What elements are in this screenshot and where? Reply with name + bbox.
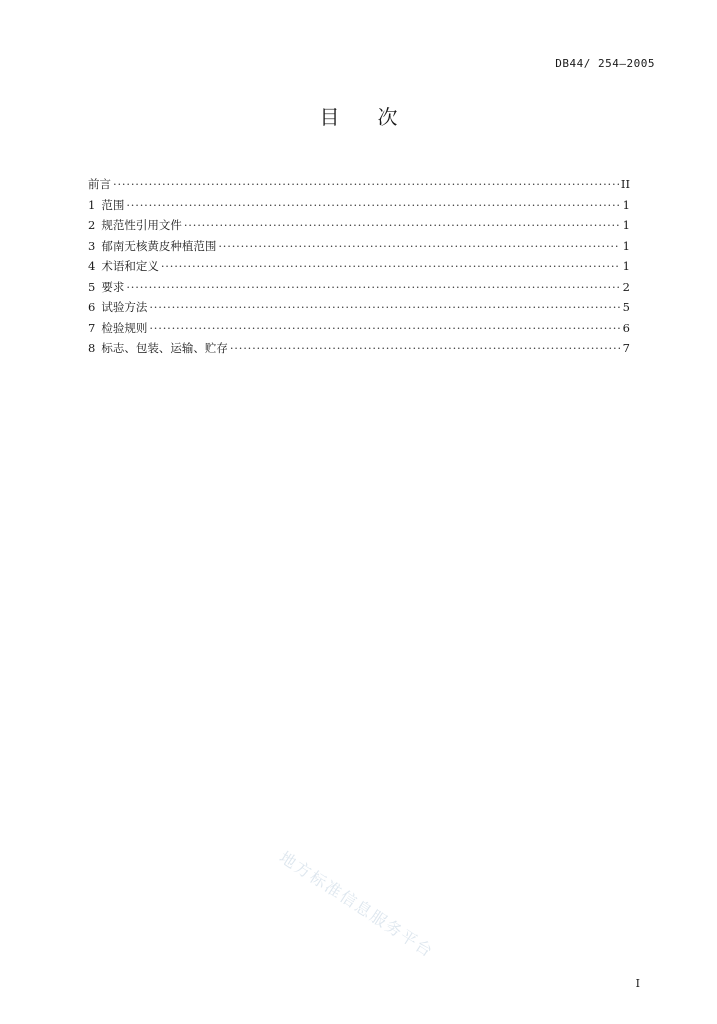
toc-entry-terms-definitions[interactable] [88, 256, 630, 277]
toc-dot-leader [230, 338, 620, 359]
toc-entry-page: 7 [622, 341, 630, 355]
toc-entry-page: 1 [622, 259, 630, 273]
toc-entry-page: 6 [622, 320, 630, 335]
toc-dot-leader [161, 256, 620, 277]
toc-entry-page: 1 [622, 218, 630, 232]
toc-dot-leader [218, 236, 620, 257]
standard-number: DB44/ 254—2005 [555, 57, 655, 70]
toc-entry-title: 检验规则 [101, 320, 148, 335]
toc-dot-leader [126, 277, 620, 298]
toc-entry-title: 前言 [88, 177, 111, 191]
toc-dot-leader [184, 215, 620, 236]
toc-entry-number: 6 [88, 300, 96, 314]
toc-dot-leader [113, 174, 619, 195]
toc-entry-title: 术语和定义 [101, 259, 159, 273]
toc-entry-test-methods[interactable] [88, 297, 630, 318]
toc-dot-leader [149, 318, 620, 339]
toc-entry-number: 2 [88, 218, 96, 232]
toc-entry-number: 7 [88, 320, 96, 335]
toc-dot-leader [126, 195, 620, 216]
toc-entry-page: II [620, 177, 630, 191]
toc-entry-title: 郁南无核黄皮种植范围 [101, 238, 217, 253]
toc-dot-leader [149, 297, 620, 318]
page-number: I [635, 977, 640, 990]
toc-entry-page: 1 [622, 197, 630, 212]
toc-entry-number: 3 [88, 238, 96, 253]
toc-entry-number: 1 [88, 197, 96, 212]
toc-entry-normative-references[interactable] [88, 215, 630, 236]
toc-entry-marking-packaging[interactable] [88, 338, 630, 359]
toc-entry-planting-area[interactable] [88, 236, 630, 257]
toc-entry-title: 规范性引用文件 [101, 218, 182, 232]
toc-entry-number: 5 [88, 279, 96, 294]
toc-entry-page: 2 [622, 279, 630, 294]
title-char-1: 目 [319, 105, 340, 129]
toc-entry-page: 5 [622, 300, 630, 314]
toc-entry-title: 试验方法 [101, 300, 148, 314]
table-of-contents [88, 174, 630, 359]
toc-entry-inspection-rules[interactable] [88, 318, 630, 339]
toc-entry-title: 范围 [101, 197, 125, 212]
page-title [0, 101, 717, 130]
toc-entry-title: 标志、包装、运输、贮存 [101, 341, 228, 355]
toc-entry-scope[interactable] [88, 195, 630, 216]
toc-entry-number: 4 [88, 259, 96, 273]
toc-entry-requirements[interactable] [88, 277, 630, 298]
title-char-2: 次 [377, 105, 398, 129]
toc-entry-foreword[interactable] [88, 174, 630, 195]
toc-entry-page: 1 [622, 238, 630, 253]
watermark: 地方标准信息服务平台 [276, 847, 438, 962]
toc-entry-number: 8 [88, 341, 96, 355]
toc-entry-title: 要求 [101, 279, 125, 294]
